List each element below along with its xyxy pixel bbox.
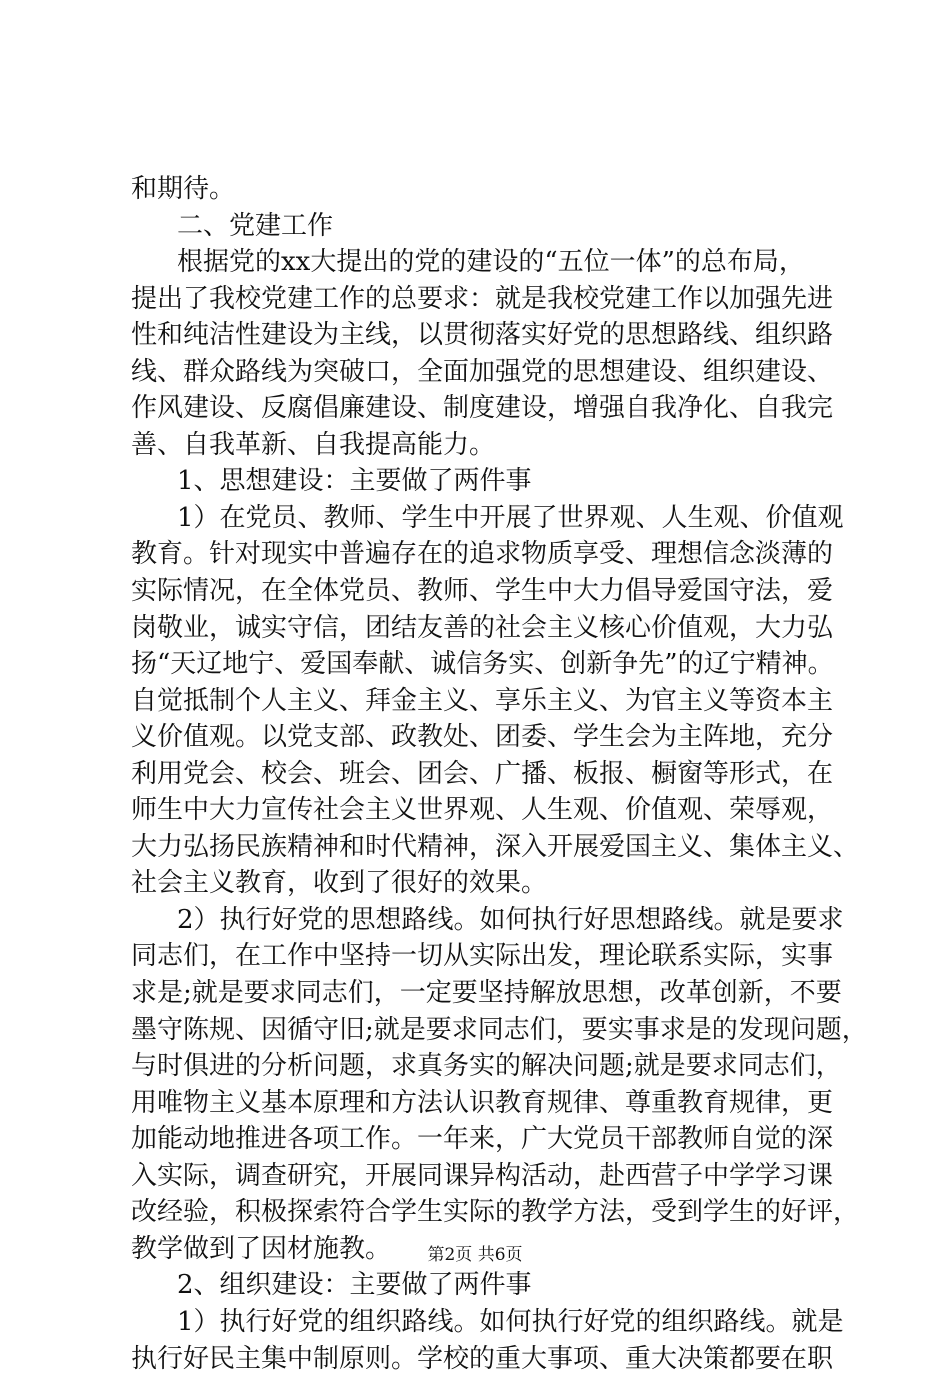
paragraph-start: 2）执行好党的思想路线。如何执行好思想路线。就是要求 <box>131 902 851 939</box>
text-line: 求是;就是要求同志们，一定要坚持解放思想，改革创新，不要 <box>131 975 851 1012</box>
text-line: 改经验，积极探索符合学生实际的教学方法，受到学生的好评， <box>131 1194 851 1231</box>
text-line: 大力弘扬民族精神和时代精神，深入开展爱国主义、集体主义、 <box>131 829 851 866</box>
text-line: 线、群众路线为突破口，全面加强党的思想建设、组织建设、 <box>131 354 851 391</box>
text-line: 墨守陈规、因循守旧;就是要求同志们，要实事求是的发现问题， <box>131 1012 851 1049</box>
text-line: 与时俱进的分析问题，求真务实的解决问题;就是要求同志们， <box>131 1048 851 1085</box>
section-heading: 二、党建工作 <box>131 208 851 245</box>
text-line: 入实际，调查研究，开展同课异构活动，赴西营子中学学习课 <box>131 1158 851 1195</box>
text-line: 提出了我校党建工作的总要求：就是我校党建工作以加强先进 <box>131 281 851 318</box>
paragraph-start: 根据党的xx大提出的党的建设的“五位一体”的总布局， <box>131 244 851 281</box>
text-line: 自觉抵制个人主义、拜金主义、享乐主义、为官主义等资本主 <box>131 683 851 720</box>
text-line: 社会主义教育，收到了很好的效果。 <box>131 865 851 902</box>
subsection-heading: 2、组织建设：主要做了两件事 <box>131 1267 851 1304</box>
text-line: 岗敬业，诚实守信，团结友善的社会主义核心价值观，大力弘 <box>131 610 851 647</box>
text-line: 扬“天辽地宁、爱国奉献、诚信务实、创新争先”的辽宁精神。 <box>131 646 851 683</box>
text-line: 教育。针对现实中普遍存在的追求物质享受、理想信念淡薄的 <box>131 536 851 573</box>
text-line: 善、自我革新、自我提高能力。 <box>131 427 851 464</box>
text-line: 实际情况，在全体党员、教师、学生中大力倡导爱国守法，爱 <box>131 573 851 610</box>
text-line: 用唯物主义基本原理和方法认识教育规律、尊重教育规律，更 <box>131 1085 851 1122</box>
text-line: 师生中大力宣传社会主义世界观、人生观、价值观、荣辱观， <box>131 792 851 829</box>
document-body <box>131 171 851 1377</box>
text-line: 执行好民主集中制原则。学校的重大事项、重大决策都要在职 <box>131 1341 851 1377</box>
subsection-heading: 1、思想建设：主要做了两件事 <box>131 463 851 500</box>
text-line: 利用党会、校会、班会、团会、广播、板报、橱窗等形式，在 <box>131 756 851 793</box>
paragraph-start: 1）在党员、教师、学生中开展了世界观、人生观、价值观 <box>131 500 851 537</box>
text-line: 和期待。 <box>131 171 851 208</box>
text-line: 义价值观。以党支部、政教处、团委、学生会为主阵地，充分 <box>131 719 851 756</box>
text-line: 作风建设、反腐倡廉建设、制度建设，增强自我净化、自我完 <box>131 390 851 427</box>
text-line: 同志们，在工作中坚持一切从实际出发，理论联系实际，实事 <box>131 938 851 975</box>
text-line: 性和纯洁性建设为主线，以贯彻落实好党的思想路线、组织路 <box>131 317 851 354</box>
text-line: 教学做到了因材施教。 <box>131 1231 851 1268</box>
paragraph-start: 1）执行好党的组织路线。如何执行好党的组织路线。就是 <box>131 1304 851 1341</box>
text-line: 加能动地推进各项工作。一年来，广大党员干部教师自觉的深 <box>131 1121 851 1158</box>
page-number-footer: 第2页 共6页 <box>0 1244 950 1266</box>
